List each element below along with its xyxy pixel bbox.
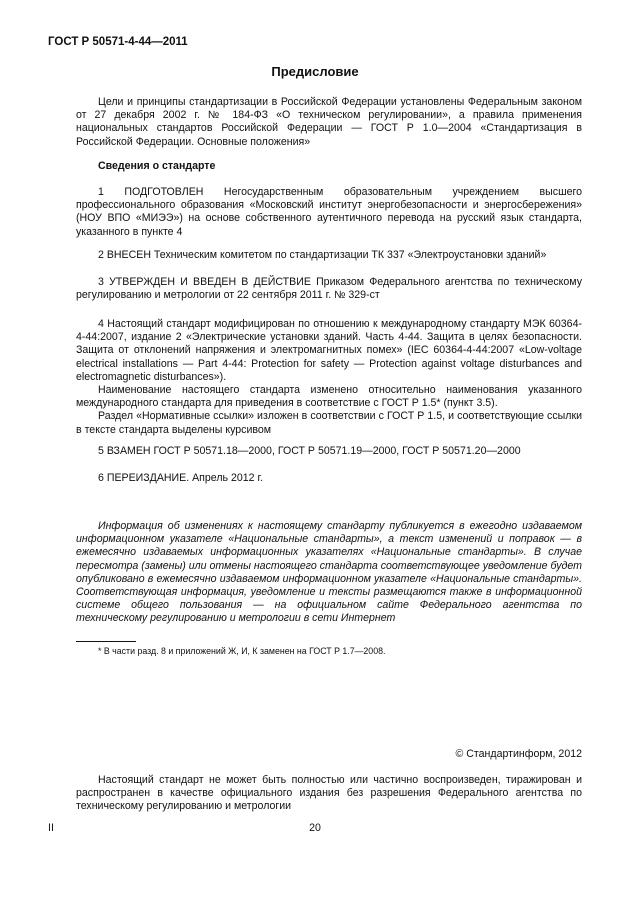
info-notice-text: Информация об изменениях к настоящему стандарту публикуется в ежегодно издаваемом информационном указателе «Национальные стандарты», а текст изменений и поправок — в ежемесячно издаваемых информационных указателях «Национальные стандарты». В случае пересмотра (замены) или отмены настоящего стандарта соответствующее уведомление будет опубликовано в ежемесячно издаваемом информационном указателе «Национальные стандарты». Соответствующая информация, уведомление и тексты размещаются также в информационной системе общего пользования — на официальном сайте Федерального агентства по техническому регулированию и метрологии в сети Интернет (76, 520, 582, 625)
item-3-text: 3 УТВЕРЖДЕН И ВВЕДЕН В ДЕЙСТВИЕ Приказом Федерального агентства по техническому регулированию и метрологии от 22 сентября 2011 г. № 329-ст (76, 276, 582, 302)
intro-paragraph (76, 96, 582, 149)
page-number: 20 (309, 822, 321, 834)
document-code: ГОСТ Р 50571-4-44—2011 (48, 36, 188, 48)
item-2-text: 2 ВНЕСЕН Техническим комитетом по стандартизации ТК 337 «Электроустановки зданий» (98, 249, 547, 261)
item-6 (76, 472, 582, 485)
standard-info-heading: Сведения о стандарте (98, 160, 216, 172)
info-notice (76, 520, 582, 626)
roman-page-number: II (48, 822, 54, 834)
footnote: * В части разд. 8 и приложений Ж, И, К заменен на ГОСТ Р 1.7—2008. (98, 646, 386, 656)
item-4-references-note: Раздел «Нормативные ссылки» изложен в соответствии с ГОСТ Р 1.5, и соответствующие ссылки в тексте стандарта выделены курсивом (76, 410, 582, 436)
item-1-text: 1 ПОДГОТОВЛЕН Негосударственным образовательным учреждением высшего профессионального образования «Московский институт энергобезопасности и энергосбережения» (НОУ ВПО «МИЭЭ») на основе собственного аутентичного перевода на русский язык стандарта, указанного в пункте 4 (76, 186, 582, 238)
reproduction-notice (76, 774, 582, 814)
intro-text: Цели и принципы стандартизации в Российской Федерации установлены Федеральным законом от 27 декабря 2002 г. № 184-ФЗ «О техническом регулировании», а правила применения национальных стандартов Российской Федерации — ГОСТ Р 1.0—2004 «Стандартизация в Российской Федерации. Основные положения» (76, 96, 582, 148)
item-4 (76, 318, 582, 437)
item-4-title-note: Наименование настоящего стандарта изменено относительно наименования указанного международного стандарта для приведения в соответствие с ГОСТ Р 1.5* (пункт 3.5). (76, 384, 582, 410)
item-6-text: 6 ПЕРЕИЗДАНИЕ. Апрель 2012 г. (98, 472, 264, 484)
item-5-text: 5 ВЗАМЕН ГОСТ Р 50571.18—2000, ГОСТ Р 50571.19—2000, ГОСТ Р 50571.20—2000 (98, 445, 521, 457)
footnote-divider (76, 641, 136, 642)
item-2 (76, 249, 582, 262)
copyright: © Стандартинформ, 2012 (455, 748, 582, 760)
page-title: Предисловие (271, 64, 359, 79)
item-4-main: 4 Настоящий стандарт модифицирован по отношению к международному стандарту МЭК 60364-4-44:2007, издание 2 «Электрические установки зданий. Часть 4-44. Защита в целях безопасности. Защита от отклонений напряжения и электромагнитных помех» (IEC 60364-4-44:2007 «Low-voltage electrical installations — Part 4-44: Protection for safety — Protection against voltage disturbances and electromagnetic disturbances»). (76, 318, 582, 383)
item-5 (76, 445, 582, 458)
item-3 (76, 276, 582, 302)
reproduction-notice-text: Настоящий стандарт не может быть полностью или частично воспроизведен, тиражирован и распространен в качестве официального издания без разрешения Федерального агентства по техническому регулированию и метрологии (76, 774, 582, 813)
item-1 (76, 186, 582, 239)
